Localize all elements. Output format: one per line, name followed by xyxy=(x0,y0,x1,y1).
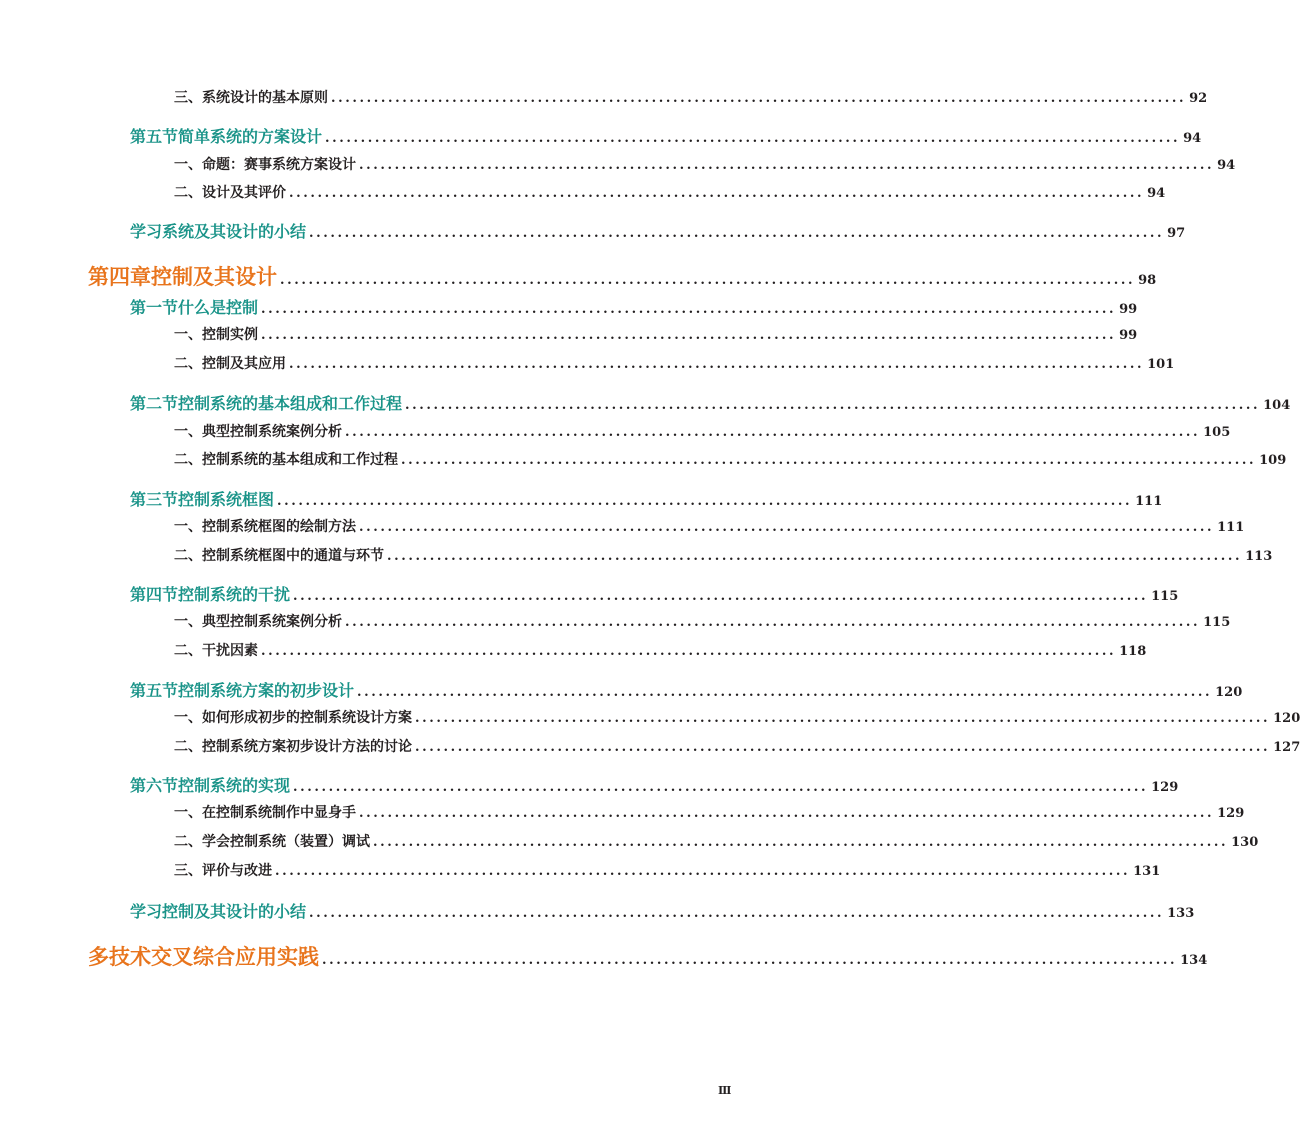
dot-leader: ........................................................................................................................ xyxy=(325,131,1181,146)
dot-leader: ........................................................................................................................ xyxy=(357,685,1213,700)
toc-entry[interactable] xyxy=(174,353,1175,373)
page-number: 113 xyxy=(1245,549,1273,564)
dot-leader: ........................................................................................................................ xyxy=(293,780,1149,795)
page-number: 98 xyxy=(1138,273,1157,288)
entry-title: 一、命题：赛事系统方案设计 xyxy=(174,157,356,173)
dot-leader: ........................................................................................................................ xyxy=(280,273,1136,288)
section-number: 第五节 xyxy=(130,127,179,146)
dot-leader: ........................................................................................................................ xyxy=(261,328,1117,343)
entry-title: 二、学会控制系统（装置）调试 xyxy=(174,834,370,850)
entry-title: 一、典型控制系统案例分析 xyxy=(174,424,342,440)
entry-title: 一、在控制系统制作中显身手 xyxy=(174,805,356,821)
entry-title: 二、控制系统的基本组成和工作过程 xyxy=(174,452,398,468)
toc-entry[interactable] xyxy=(174,640,1147,660)
toc-section-entry[interactable] xyxy=(130,124,1202,147)
dot-leader: ........................................................................................................................ xyxy=(289,186,1145,201)
dot-leader: ........................................................................................................................ xyxy=(345,425,1201,440)
page-folio: Ⅲ xyxy=(718,1084,732,1097)
page-number: 134 xyxy=(1180,953,1208,968)
entry-title: 三、评价与改进 xyxy=(174,863,272,879)
page-number: 129 xyxy=(1151,780,1179,795)
section-title: 学习系统及其设计的小结 xyxy=(130,222,307,241)
entry-title: 三、系统设计的基本原则 xyxy=(174,90,328,106)
entry-title: 一、典型控制系统案例分析 xyxy=(174,614,342,630)
toc-entry[interactable] xyxy=(174,324,1138,344)
dot-leader: ........................................................................................................................ xyxy=(261,644,1117,659)
toc-entry[interactable] xyxy=(174,802,1245,822)
chapter-title: 多技术交叉综合应用实践 xyxy=(88,944,319,969)
page-number: 111 xyxy=(1217,520,1245,535)
page-number: 97 xyxy=(1167,226,1186,241)
page-number: 111 xyxy=(1135,494,1163,509)
section-number: 第一节 xyxy=(130,298,179,317)
toc-entry[interactable] xyxy=(174,421,1231,441)
section-title: 控制系统的实现 xyxy=(178,776,291,795)
entry-title: 一、控制系统框图的绘制方法 xyxy=(174,519,356,535)
page-number: 133 xyxy=(1167,906,1195,921)
dot-leader: ........................................................................................................................ xyxy=(289,357,1145,372)
toc-entry[interactable] xyxy=(174,154,1236,174)
page-number: 120 xyxy=(1215,685,1243,700)
entry-title: 一、控制实例 xyxy=(174,327,258,343)
entry-title: 二、干扰因素 xyxy=(174,643,258,659)
toc-section-entry[interactable] xyxy=(130,582,1179,605)
page-number: 131 xyxy=(1133,864,1161,879)
dot-leader: ........................................................................................................................ xyxy=(309,226,1165,241)
toc-section-entry[interactable] xyxy=(130,773,1179,796)
dot-leader: ........................................................................................................................ xyxy=(261,302,1117,317)
chapter-number: 第四章 xyxy=(88,264,151,289)
dot-leader: ........................................................................................................................ xyxy=(359,806,1215,821)
dot-leader: ........................................................................................................................ xyxy=(415,711,1271,726)
section-title: 控制系统的干扰 xyxy=(178,585,291,604)
toc-entry[interactable] xyxy=(174,707,1300,727)
entry-title: 二、控制及其应用 xyxy=(174,356,286,372)
section-title: 控制系统方案的初步设计 xyxy=(178,681,355,700)
toc-chapter-entry[interactable] xyxy=(88,261,1157,291)
page-number: 99 xyxy=(1119,328,1138,343)
page-number: 99 xyxy=(1119,302,1138,317)
page-number: 129 xyxy=(1217,806,1245,821)
page-number: 105 xyxy=(1203,425,1231,440)
page-number: 115 xyxy=(1203,615,1231,630)
dot-leader: ........................................................................................................................ xyxy=(401,453,1257,468)
dot-leader: ........................................................................................................................ xyxy=(359,520,1215,535)
dot-leader: ........................................................................................................................ xyxy=(293,589,1149,604)
toc-section-entry[interactable] xyxy=(130,295,1138,318)
toc-section-entry[interactable] xyxy=(130,678,1243,701)
page-number: 118 xyxy=(1119,644,1147,659)
dot-leader: ........................................................................................................................ xyxy=(331,91,1187,106)
section-title: 简单系统的方案设计 xyxy=(178,127,323,146)
toc-entry[interactable] xyxy=(174,87,1208,107)
page-number: 94 xyxy=(1183,131,1202,146)
page-number: 101 xyxy=(1147,357,1175,372)
page-number: 104 xyxy=(1263,398,1291,413)
section-number: 第三节 xyxy=(130,490,179,509)
page-number: 130 xyxy=(1231,835,1259,850)
entry-title: 二、控制系统方案初步设计方法的讨论 xyxy=(174,739,412,755)
entry-title: 二、设计及其评价 xyxy=(174,185,286,201)
toc-section-entry[interactable] xyxy=(130,487,1163,510)
page-number: 94 xyxy=(1147,186,1166,201)
page-number: 127 xyxy=(1273,740,1300,755)
toc-section-entry[interactable] xyxy=(130,391,1291,414)
toc-entry[interactable] xyxy=(174,860,1161,880)
dot-leader: ........................................................................................................................ xyxy=(345,615,1201,630)
dot-leader: ........................................................................................................................ xyxy=(275,864,1131,879)
entry-title: 二、控制系统框图中的通道与环节 xyxy=(174,548,384,564)
page-number: 109 xyxy=(1259,453,1287,468)
dot-leader: ........................................................................................................................ xyxy=(309,906,1165,921)
section-title: 学习控制及其设计的小结 xyxy=(130,902,307,921)
toc-entry[interactable] xyxy=(174,611,1231,631)
page-number: 94 xyxy=(1217,158,1236,173)
toc-entry[interactable] xyxy=(174,182,1166,202)
dot-leader: ........................................................................................................................ xyxy=(359,158,1215,173)
toc-entry[interactable] xyxy=(174,831,1259,851)
dot-leader: ........................................................................................................................ xyxy=(415,740,1271,755)
toc-entry[interactable] xyxy=(174,545,1273,565)
page-number: 92 xyxy=(1189,91,1208,106)
toc-summary-entry[interactable] xyxy=(130,899,1195,922)
section-number: 第四节 xyxy=(130,585,179,604)
page-number: 115 xyxy=(1151,589,1179,604)
toc-chapter-entry[interactable] xyxy=(88,941,1208,971)
dot-leader: ........................................................................................................................ xyxy=(373,835,1229,850)
dot-leader: ........................................................................................................................ xyxy=(387,549,1243,564)
section-title: 控制系统的基本组成和工作过程 xyxy=(178,394,403,413)
section-title: 控制系统框图 xyxy=(178,490,275,509)
toc-summary-entry[interactable] xyxy=(130,219,1186,242)
dot-leader: ........................................................................................................................ xyxy=(322,953,1178,968)
section-number: 第二节 xyxy=(130,394,179,413)
section-number: 第六节 xyxy=(130,776,179,795)
entry-title: 一、如何形成初步的控制系统设计方案 xyxy=(174,710,412,726)
toc-entry[interactable] xyxy=(174,449,1287,469)
toc-entry[interactable] xyxy=(174,516,1245,536)
section-number: 第五节 xyxy=(130,681,179,700)
page-number: 120 xyxy=(1273,711,1300,726)
section-title: 什么是控制 xyxy=(178,298,259,317)
toc-entry[interactable] xyxy=(174,736,1300,756)
chapter-title: 控制及其设计 xyxy=(151,264,277,289)
dot-leader: ........................................................................................................................ xyxy=(405,398,1261,413)
dot-leader: ........................................................................................................................ xyxy=(277,494,1133,509)
